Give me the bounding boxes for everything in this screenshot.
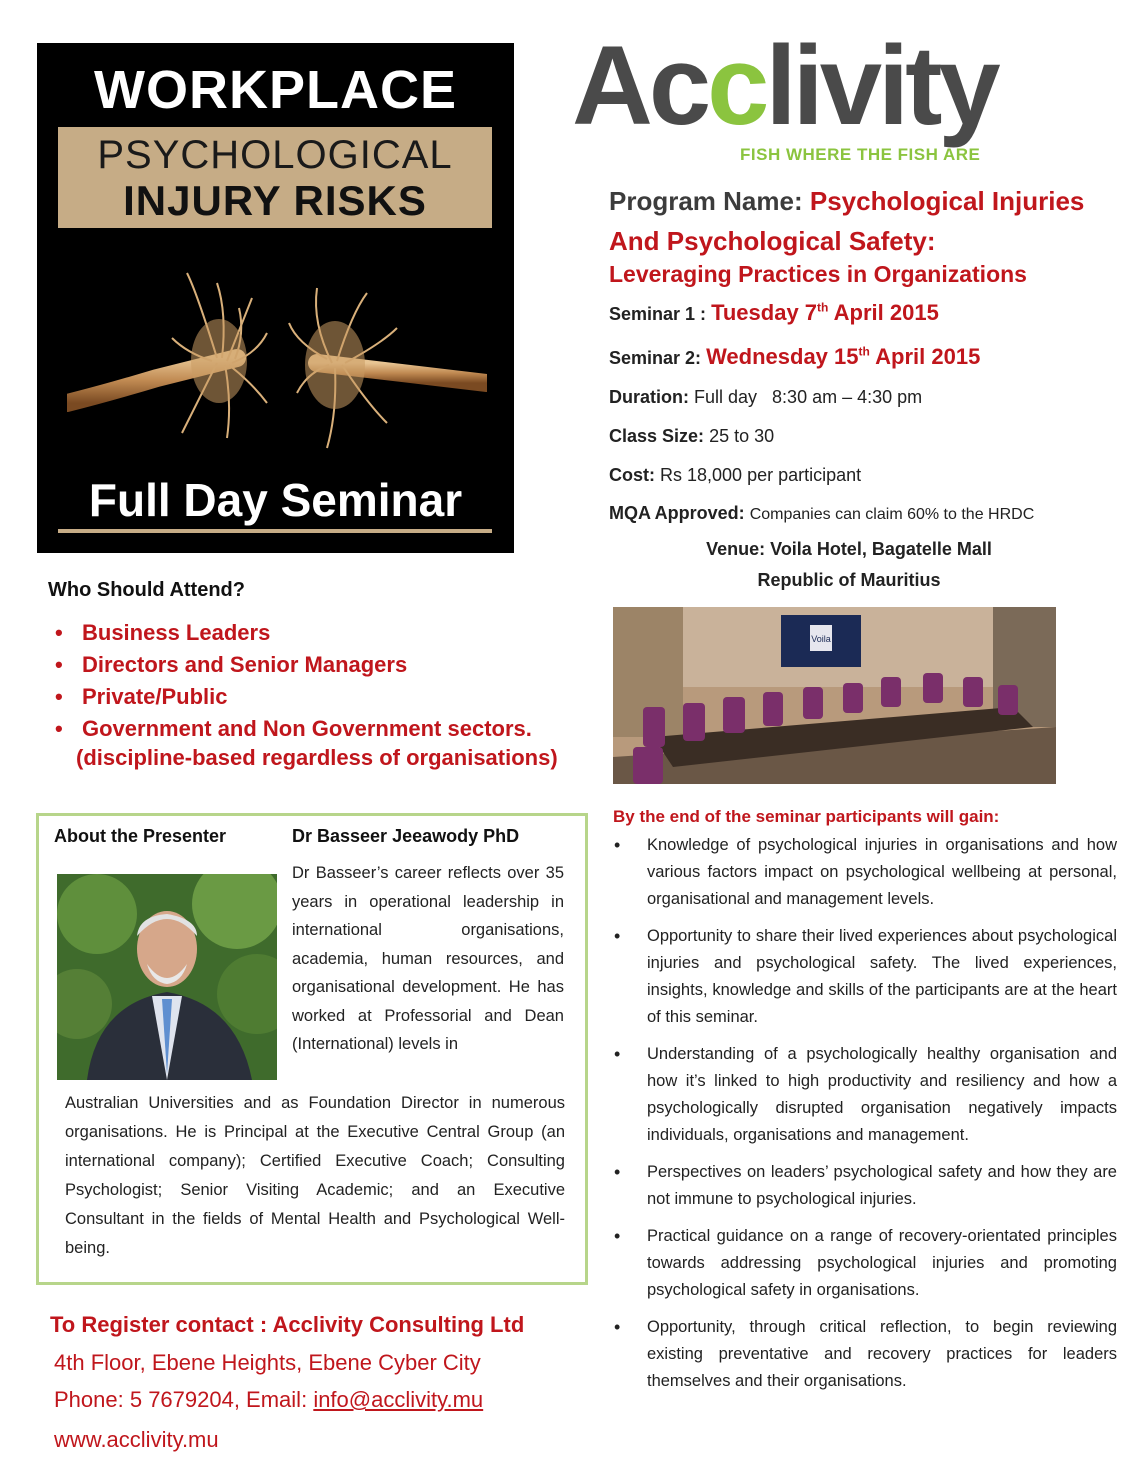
presenter-label: About the Presenter — [54, 826, 227, 846]
outcome-item: • Perspectives on leaders’ psychological safety and how they are not immune to psychological injuries. — [612, 1159, 1117, 1213]
class-size-label: Class Size: — [609, 426, 705, 446]
logo-wordmark — [572, 23, 997, 148]
acclivity-logo — [572, 23, 1082, 170]
audience-item: • Directors and Senior Managers — [55, 652, 532, 684]
program-name-line1 — [609, 186, 1084, 217]
venue-line2: Republic of Mauritius — [757, 570, 941, 590]
outcomes-list — [612, 832, 1117, 1405]
seminar1-row — [609, 300, 939, 326]
duration-value: Full day 8:30 am – 4:30 pm — [694, 387, 923, 407]
audience-item: • Government and Non Government sectors. — [55, 716, 532, 748]
cost-row — [609, 465, 861, 486]
seminar1-month: April 2015 — [833, 300, 939, 325]
register-address: 4th Floor, Ebene Heights, Ebene Cyber City — [54, 1350, 481, 1375]
seminar2-date: Wednesday 15 — [706, 344, 859, 369]
register-phone: Phone: 5 7679204, Email: — [54, 1387, 308, 1412]
logo-word-part: livity — [765, 23, 997, 148]
program-name-value: Psychological Injuries — [809, 186, 1085, 216]
mqa-row — [609, 503, 1034, 524]
seminar2-row — [609, 344, 980, 370]
outcomes-title: By the end of the seminar participants will gain: — [613, 807, 1000, 826]
logo-tagline: FISH WHERE THE FISH ARE — [740, 145, 981, 164]
mqa-label: MQA Approved: — [609, 503, 745, 523]
cost-value: Rs 18,000 per participant — [660, 465, 862, 485]
room-screen-label: Voila — [811, 634, 831, 644]
poster-headline: WORKPLACE — [94, 60, 457, 120]
poster-subtitle-bold: INJURY RISKS — [123, 177, 427, 224]
register-title: To Register contact : Acclivity Consulting Ltd — [50, 1312, 525, 1337]
outcome-item: • Opportunity to share their lived experiences about psychological injuries and psychological safety. The lived experiences, insights, knowledge and skills of the participants are at the heart of this seminar. — [612, 923, 1117, 1031]
presenter-box — [36, 813, 588, 1285]
program-name-line2: And Psychological Safety: — [609, 226, 936, 256]
register-contact — [54, 1387, 483, 1413]
presenter-photo — [57, 874, 277, 1080]
seminar2-sup: th — [858, 344, 870, 359]
program-name-line3: Leveraging Practices in Organizations — [609, 261, 1027, 287]
outcome-item: • Opportunity, through critical reflection, to begin reviewing existing preventative and recovery practices for leaders themselves and their organisations. — [612, 1314, 1117, 1395]
duration-label: Duration: — [609, 387, 689, 407]
audience-list — [55, 620, 532, 748]
poster-rule — [58, 529, 492, 533]
venue-room-photo — [613, 607, 1056, 784]
seminar2-label: Seminar 2: — [609, 348, 702, 368]
presenter-name: Dr Basseer Jeeawody PhD — [292, 826, 520, 846]
seminar1-sup: th — [817, 300, 829, 315]
presenter-bio-part2: Australian Universities and as Foundation Director in numerous organisations. He is Principal at the Executive Central Group (an international company); Certified Executive Coach; Consulting Psychologist; Senior Visiting Academic; and an Executive Consultant in the fields of Mental Health and Psychological Well-being. — [65, 1094, 565, 1257]
poster-footer: Full Day Seminar — [88, 474, 463, 526]
seminar1-label: Seminar 1 : — [609, 304, 707, 324]
logo-word-accent: c — [707, 23, 766, 148]
frayed-rope-image — [67, 253, 487, 473]
logo-word-part: Ac — [572, 23, 708, 148]
venue-line1: Venue: Voila Hotel, Bagatelle Mall — [706, 539, 992, 559]
seminar2-month: April 2015 — [875, 344, 981, 369]
register-email-link[interactable]: info@acclivity.mu — [313, 1387, 484, 1412]
seminar-poster — [37, 43, 514, 553]
presenter-bio-part1: Dr Basseer’s career reflects over 35 years in operational leadership in international organisations, academia, human resources, and organisational development. He has worked at Professorial and Dean (International) levels in — [292, 864, 564, 1053]
who-should-attend-title: Who Should Attend? — [48, 579, 245, 601]
program-name-label: Program Name: — [609, 186, 803, 216]
outcome-item: • Understanding of a psychologically healthy organisation and how it’s linked to high productivity and resiliency and how a psychologically disrupted organisation negatively impacts individuals, organisations and management. — [612, 1041, 1117, 1149]
outcome-item: • Knowledge of psychological injuries in organisations and how various factors impact on psychological wellbeing at personal, organisational and management levels. — [612, 832, 1117, 913]
mqa-value: Companies can claim 60% to the HRDC — [749, 506, 1035, 523]
class-size-value: 25 to 30 — [709, 426, 775, 446]
poster-band — [58, 127, 492, 228]
register-website[interactable]: www.acclivity.mu — [54, 1427, 219, 1452]
audience-note: (discipline-based regardless of organisations) — [76, 745, 558, 770]
outcome-item: • Practical guidance on a range of recovery-orientated principles towards addressing psychological injuries and promoting psychological safety in organisations. — [612, 1223, 1117, 1304]
audience-item: • Business Leaders — [55, 620, 532, 652]
class-size-row — [609, 426, 774, 447]
seminar1-date: Tuesday 7 — [711, 300, 818, 325]
poster-subtitle: PSYCHOLOGICAL — [97, 133, 453, 177]
duration-row — [609, 387, 922, 408]
audience-item: • Private/Public — [55, 684, 532, 716]
cost-label: Cost: — [609, 465, 655, 485]
